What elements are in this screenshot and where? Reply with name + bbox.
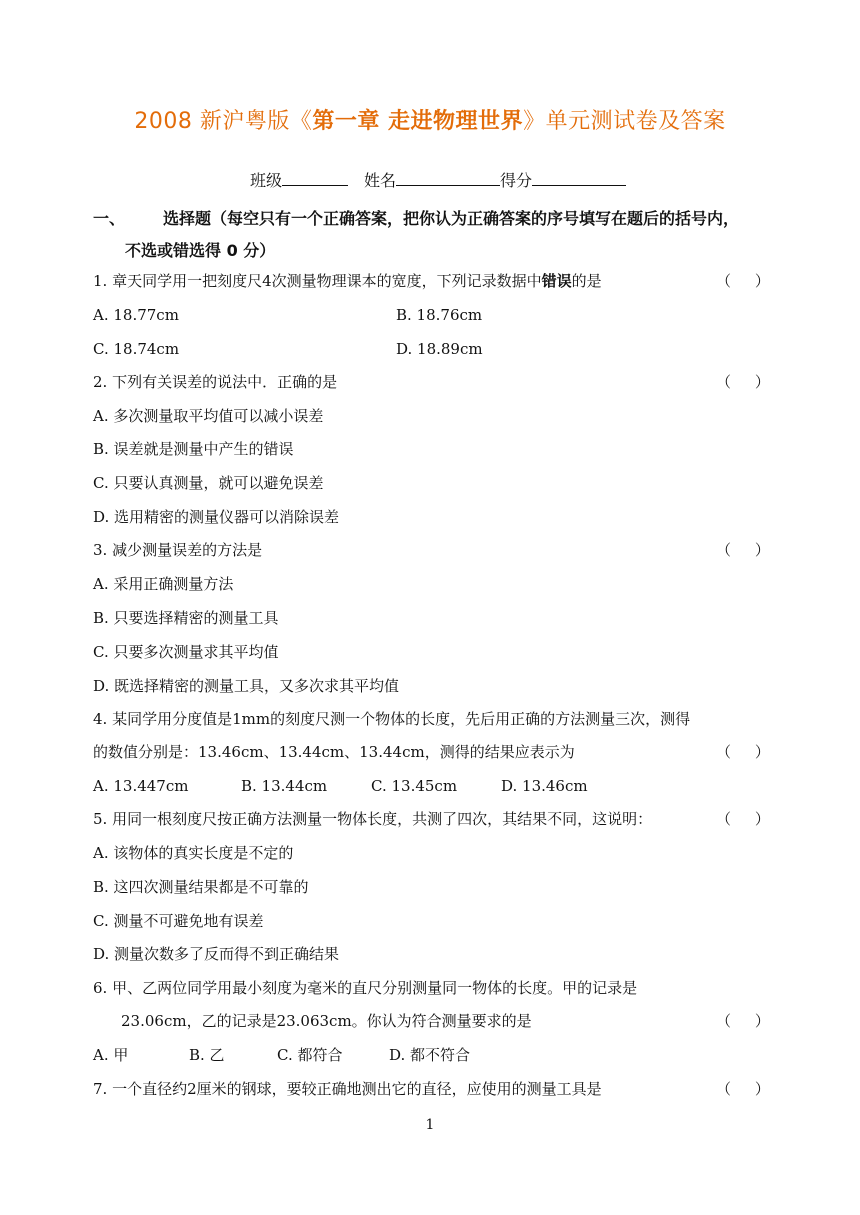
question-7-stem: 7. 一个直径约2厘米的钢球，要较正确地测出它的直径，应使用的测量工具是 xyxy=(93,1080,602,1098)
title-prefix: 2008 新沪粤版《 xyxy=(134,109,313,134)
section-instructions-line2: 不选或错选得 0 分） xyxy=(125,241,276,260)
q1-option-b: B. 18.76cm xyxy=(396,306,483,324)
section-instructions-line1: 选择题（每空只有一个正确答案，把你认为正确答案的序号填写在题后的括号内， xyxy=(163,209,740,228)
answer-paren-q1: （ ） xyxy=(716,272,770,290)
q6-option-a: A. 甲 xyxy=(93,1046,129,1064)
question-1-stem xyxy=(93,271,602,291)
q4-options-row xyxy=(93,776,588,796)
q6-options-row xyxy=(93,1045,470,1065)
q5-option-d: D. 测量次数多了反而得不到正确结果 xyxy=(93,945,340,963)
q1-emphasis: 错误 xyxy=(541,272,572,290)
answer-paren-q2: （ ） xyxy=(716,373,770,391)
q6-option-b: B. 乙 xyxy=(189,1046,225,1064)
q4-option-d: D. 13.46cm xyxy=(501,777,588,795)
q1-stem-end: 的是 xyxy=(571,272,602,290)
title-chapter: 第一章 走进物理世界 xyxy=(312,109,524,134)
q6-option-d: D. 都不符合 xyxy=(389,1046,471,1064)
q1-option-d: D. 18.89cm xyxy=(396,340,483,358)
answer-paren-q7: （ ） xyxy=(716,1080,770,1098)
answer-paren-q6: （ ） xyxy=(716,1012,770,1030)
q5-option-c: C. 测量不可避免地有误差 xyxy=(93,912,264,930)
q3-option-a: A. 采用正确测量方法 xyxy=(93,575,234,593)
q2-option-a: A. 多次测量取平均值可以减小误差 xyxy=(93,407,324,425)
class-label: 班级 xyxy=(250,171,283,190)
score-blank xyxy=(532,169,626,186)
question-6-stem-line2: 23.06cm，乙的记录是23.063cm。你认为符合测量要求的是 xyxy=(121,1012,532,1030)
page-number: 1 xyxy=(425,1117,435,1133)
class-blank xyxy=(282,169,348,186)
q3-option-b: B. 只要选择精密的测量工具 xyxy=(93,609,279,627)
q4-option-a: A. 13.447cm xyxy=(93,777,189,795)
q5-option-a: A. 该物体的真实长度是不定的 xyxy=(93,844,294,862)
name-label: 姓名 xyxy=(364,171,397,190)
document-title xyxy=(0,104,860,135)
name-blank xyxy=(396,169,500,186)
score-label: 得分 xyxy=(500,171,533,190)
question-4-stem-line2: 的数值分别是：13.46cm、13.44cm、13.44cm，测得的结果应表示为 xyxy=(93,743,575,761)
q4-option-b: B. 13.44cm xyxy=(241,777,328,795)
q3-option-d: D. 既选择精密的测量工具，又多次求其平均值 xyxy=(93,677,400,695)
student-info-line xyxy=(250,168,626,191)
q1-option-c: C. 18.74cm xyxy=(93,340,180,358)
section-number: 一、 xyxy=(93,209,126,228)
question-6-stem-line1: 6. 甲、乙两位同学用最小刻度为毫米的直尺分别测量同一物体的长度。甲的记录是 xyxy=(93,979,638,997)
q5-option-b: B. 这四次测量结果都是不可靠的 xyxy=(93,878,309,896)
question-5-stem: 5. 用同一根刻度尺按正确方法测量一物体长度，共测了四次，其结果不同，这说明： xyxy=(93,810,653,828)
question-2-stem: 2. 下列有关误差的说法中．正确的是 xyxy=(93,373,338,391)
answer-paren-q4: （ ） xyxy=(716,743,770,761)
q1-option-a: A. 18.77cm xyxy=(93,306,179,324)
q2-option-c: C. 只要认真测量，就可以避免误差 xyxy=(93,474,324,492)
q2-option-b: B. 误差就是测量中产生的错误 xyxy=(93,440,294,458)
question-4-stem-line1: 4. 某同学用分度值是1mm的刻度尺测一个物体的长度，先后用正确的方法测量三次，测得 xyxy=(93,710,691,728)
q4-option-c: C. 13.45cm xyxy=(371,777,458,795)
question-3-stem: 3. 减少测量误差的方法是 xyxy=(93,541,263,559)
q1-stem-text: 1. 章天同学用一把刻度尺4次测量物理课本的宽度，下列记录数据中 xyxy=(93,272,542,290)
q3-option-c: C. 只要多次测量求其平均值 xyxy=(93,643,279,661)
title-suffix: 》单元测试卷及答案 xyxy=(523,109,726,134)
q2-option-d: D. 选用精密的测量仪器可以消除误差 xyxy=(93,508,340,526)
answer-paren-q3: （ ） xyxy=(716,541,770,559)
q6-option-c: C. 都符合 xyxy=(277,1046,343,1064)
answer-paren-q5: （ ） xyxy=(716,810,770,828)
